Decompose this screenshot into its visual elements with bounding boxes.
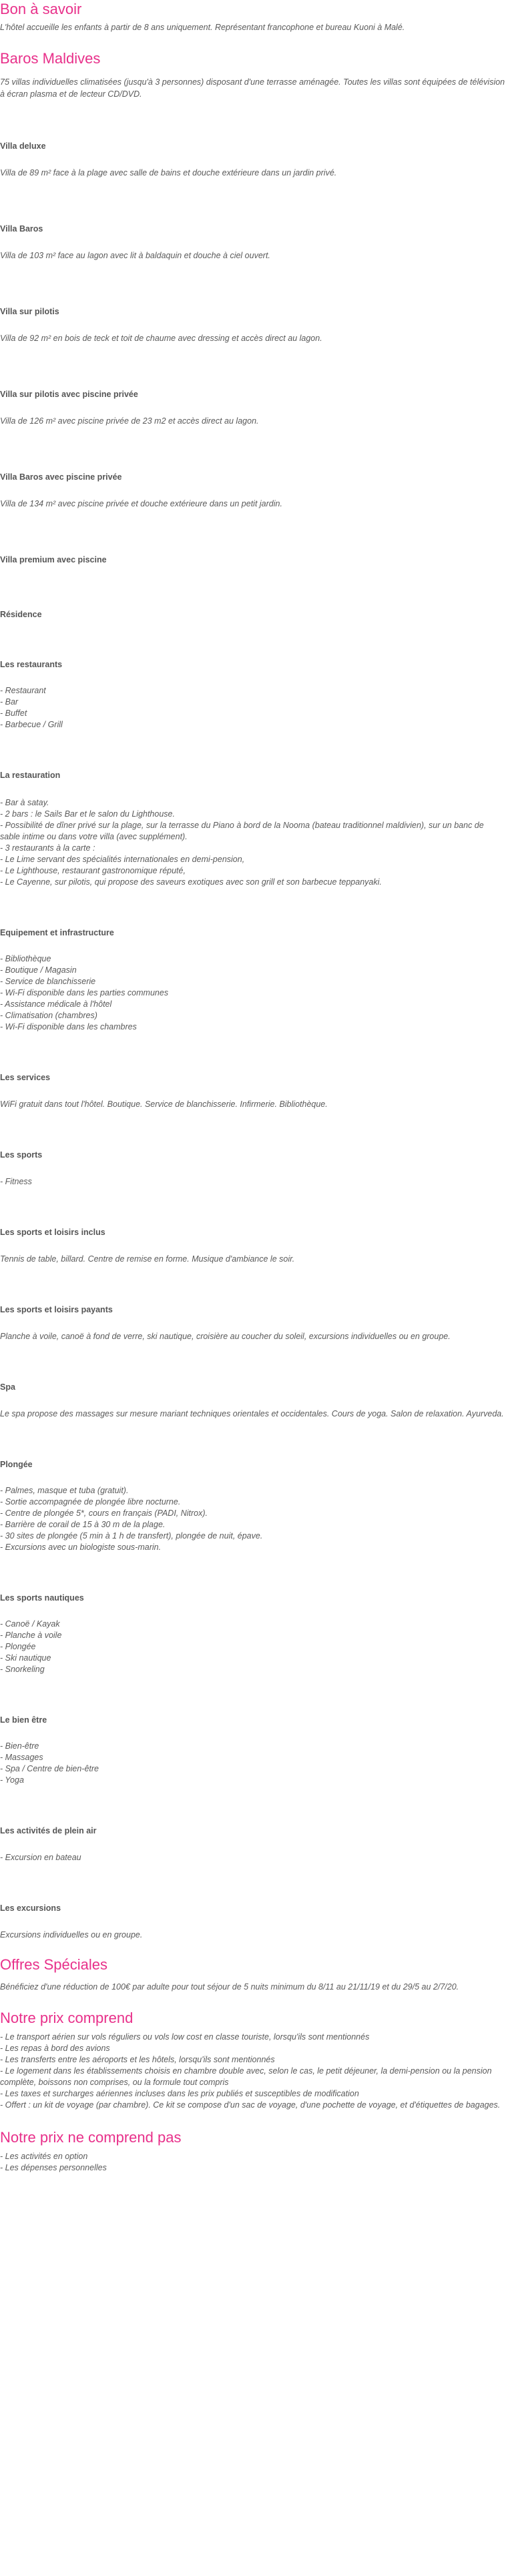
prix-ne-comprend-pas-title: Notre prix ne comprend pas: [0, 2129, 182, 2146]
hotel-title: Baros Maldives: [0, 50, 101, 67]
section-list: [0, 797, 506, 888]
section-restaurants: [0, 659, 506, 731]
section-restauration: [0, 769, 506, 888]
list-item: - Restaurant: [0, 686, 46, 695]
prix-comprend-title: Notre prix comprend: [0, 2010, 134, 2026]
section-title: Les services: [0, 1073, 51, 1082]
list-item: - Yoga: [0, 1775, 24, 1785]
list-item: - Bar à satay.: [0, 798, 49, 807]
list-item: - 30 sites de plongée (5 min à 1 h de transfert), plongée de nuit, épave.: [0, 1531, 263, 1541]
list-item: - Le Cayenne, sur pilotis, qui propose des saveurs exotiques avec son grill et son barbecue teppanyaki.: [0, 877, 382, 887]
section-list: [0, 1485, 506, 1553]
section-list: [0, 1741, 506, 1786]
bon-a-savoir-text: L'hôtel accueille les enfants à partir de 8 ans uniquement. Représentant francophone et bureau Kuoni à Malé.: [0, 23, 405, 32]
list-item: - Wi-Fi disponible dans les chambres: [0, 1022, 137, 1031]
list-item: - Le logement dans les établissements choisis en chambre double avec, selon le cas, le petit déjeuner, la demi-pension ou la pension complète, boissons non comprises, ou la formule tout compris: [0, 2066, 492, 2087]
villa-desc: Villa de 134 m² avec piscine privée et douche extérieure dans un petit jardin.: [0, 499, 282, 508]
section-list: [0, 685, 506, 731]
section-title: Plongée: [0, 1460, 33, 1469]
section-text: WiFi gratuit dans tout l'hôtel. Boutique. Service de blanchisserie. Infirmerie. Bibliothèque.: [0, 1100, 328, 1109]
section-text: - Excursion en bateau: [0, 1853, 81, 1862]
list-item: - Les repas à bord des avions: [0, 2044, 110, 2053]
list-item: - 2 bars : le Sails Bar et le salon du Lighthouse.: [0, 809, 175, 819]
section-list: [0, 1619, 506, 1675]
list-item: - Barbecue / Grill: [0, 720, 63, 729]
section-bien-etre: [0, 1714, 506, 1786]
villa-list: [0, 140, 506, 620]
prix-ne-comprend-pas-list: [0, 2151, 506, 2174]
section-title: Les restaurants: [0, 660, 63, 669]
prix-comprend-list: [0, 2032, 506, 2111]
section-sports-nautiques: [0, 1592, 506, 1675]
list-item: - Bibliothèque: [0, 954, 51, 963]
villa-desc: Villa de 92 m² en bois de teck et toit de chaume avec dressing et accès direct au lagon.: [0, 334, 322, 343]
villa-name: Villa deluxe: [0, 141, 46, 151]
villa-name: Villa sur pilotis avec piscine privée: [0, 390, 138, 399]
villa-item: [0, 554, 506, 566]
list-item: - Le transport aérien sur vols réguliers ou vols low cost en classe touriste, lorsqu'ils sont mentionnés: [0, 2032, 370, 2042]
list-item: - Le Lighthouse, restaurant gastronomique réputé,: [0, 866, 186, 875]
list-item: - Possibilité de dîner privé sur la plage, sur la terrasse du Piano à bord de la Nooma (bateau traditionnel maldivien), sur un banc de sable intime ou dans votre villa (avec supplément).: [0, 821, 484, 841]
section-title: La restauration: [0, 771, 61, 780]
list-item: - Planche à voile: [0, 1631, 62, 1640]
section-sports-payants: [0, 1304, 506, 1342]
villa-name: Villa premium avec piscine: [0, 555, 107, 564]
section-spa: [0, 1381, 506, 1420]
section-text: - Fitness: [0, 1177, 32, 1186]
villa-desc: Villa de 126 m² avec piscine privée de 23 m2 et accès direct au lagon.: [0, 416, 259, 426]
list-item: - Palmes, masque et tuba (gratuit).: [0, 1486, 129, 1495]
section-text: Excursions individuelles ou en groupe.: [0, 1930, 143, 1940]
section-plein-air: [0, 1825, 506, 1863]
villa-name: Résidence: [0, 610, 42, 619]
villa-item: [0, 471, 506, 510]
list-item: - Offert : un kit de voyage (par chambre). Ce kit se compose d'un sac de voyage, d'une pochette de voyage, et d'étiquettes de bagages.: [0, 2100, 501, 2110]
list-item: - Service de blanchisserie: [0, 977, 96, 986]
section-services: [0, 1071, 506, 1110]
list-item: - Excursions avec un biologiste sous-marin.: [0, 1543, 162, 1552]
section-text: Le spa propose des massages sur mesure mariant techniques orientales et occidentales. Cours de yoga. Salon de relaxation. Ayurveda.: [0, 1409, 504, 1418]
villa-desc: Villa de 89 m² face à la plage avec salle de bains et douche extérieure dans un jardin privé.: [0, 168, 337, 177]
section-title: Spa: [0, 1382, 15, 1392]
section-sports-inclus: [0, 1226, 506, 1265]
list-item: - Bar: [0, 697, 19, 707]
list-item: - Boutique / Magasin: [0, 965, 77, 975]
list-item: - Ski nautique: [0, 1653, 51, 1663]
villa-name: Villa sur pilotis: [0, 307, 59, 316]
section-title: Les sports: [0, 1150, 43, 1160]
list-item: - Le Lime servant des spécialités internationales en demi-pension,: [0, 855, 245, 864]
section-title: Les sports nautiques: [0, 1593, 84, 1603]
villa-name: Villa Baros: [0, 224, 43, 234]
section-title: Les excursions: [0, 1903, 61, 1913]
list-item: - Assistance médicale à l'hôtel: [0, 999, 112, 1009]
villa-desc: Villa de 103 m² face au lagon avec lit à baldaquin et douche à ciel ouvert.: [0, 251, 270, 260]
section-plongee: [0, 1458, 506, 1553]
list-item: - Spa / Centre de bien-être: [0, 1764, 99, 1773]
list-item: - Buffet: [0, 709, 27, 718]
section-excursions: [0, 1902, 506, 1941]
section-sports: [0, 1149, 506, 1188]
section-title: Les sports et loisirs payants: [0, 1305, 113, 1314]
list-item: - Les activités en option: [0, 2152, 88, 2161]
list-item: - Barrière de corail de 15 à 30 m de la plage.: [0, 1520, 166, 1529]
list-item: - Massages: [0, 1753, 43, 1762]
list-item: - Bien-être: [0, 1741, 39, 1751]
list-item: - Snorkeling: [0, 1665, 45, 1674]
section-title: Le bien être: [0, 1715, 47, 1725]
villa-item: [0, 223, 506, 262]
villa-name: Villa Baros avec piscine privée: [0, 472, 122, 482]
list-item: - Les taxes et surcharges aériennes incluses dans les prix publiés et susceptibles de modification: [0, 2089, 359, 2098]
section-text: Tennis de table, billard. Centre de remise en forme. Musique d'ambiance le soir.: [0, 1254, 295, 1264]
list-item: - Les dépenses personnelles: [0, 2163, 107, 2172]
section-title: Les sports et loisirs inclus: [0, 1228, 105, 1237]
list-item: - Climatisation (chambres): [0, 1011, 97, 1020]
list-item: - Plongée: [0, 1642, 36, 1651]
offres-text: Bénéficiez d'une réduction de 100€ par adulte pour tout séjour de 5 nuits minimum du 8/11 au 21/11/19 et du 29/5 au 2/7/20.: [0, 1982, 459, 1992]
list-item: - 3 restaurants à la carte :: [0, 843, 95, 853]
villa-item: [0, 306, 506, 344]
section-list: [0, 953, 506, 1033]
list-item: - Sortie accompagnée de plongée libre nocturne.: [0, 1497, 181, 1507]
section-title: Equipement et infrastructure: [0, 928, 114, 937]
bon-a-savoir-title: Bon à savoir: [0, 1, 82, 17]
section-title: Les activités de plein air: [0, 1826, 97, 1835]
list-item: - Canoë / Kayak: [0, 1619, 60, 1629]
list-item: - Centre de plongée 5*, cours en français (PADI, Nitrox).: [0, 1509, 208, 1518]
villa-item: [0, 140, 506, 179]
section-equipement: [0, 927, 506, 1033]
offres-title: Offres Spéciales: [0, 1956, 108, 1973]
list-item: - Les transferts entre les aéroports et les hôtels, lorsqu'ils sont mentionnés: [0, 2055, 275, 2064]
hotel-intro: 75 villas individuelles climatisées (jusqu'à 3 personnes) disposant d'une terrasse aménagée. Toutes les villas sont équipées de télévision à écran plasma et de lecteur CD/DVD.: [0, 77, 505, 99]
list-item: - Wi-Fi disponible dans les parties communes: [0, 988, 169, 997]
section-text: Planche à voile, canoë à fond de verre, ski nautique, croisière au coucher du soleil, excursions individuelles ou en groupe.: [0, 1332, 451, 1341]
villa-item: [0, 388, 506, 427]
villa-item: [0, 608, 506, 620]
